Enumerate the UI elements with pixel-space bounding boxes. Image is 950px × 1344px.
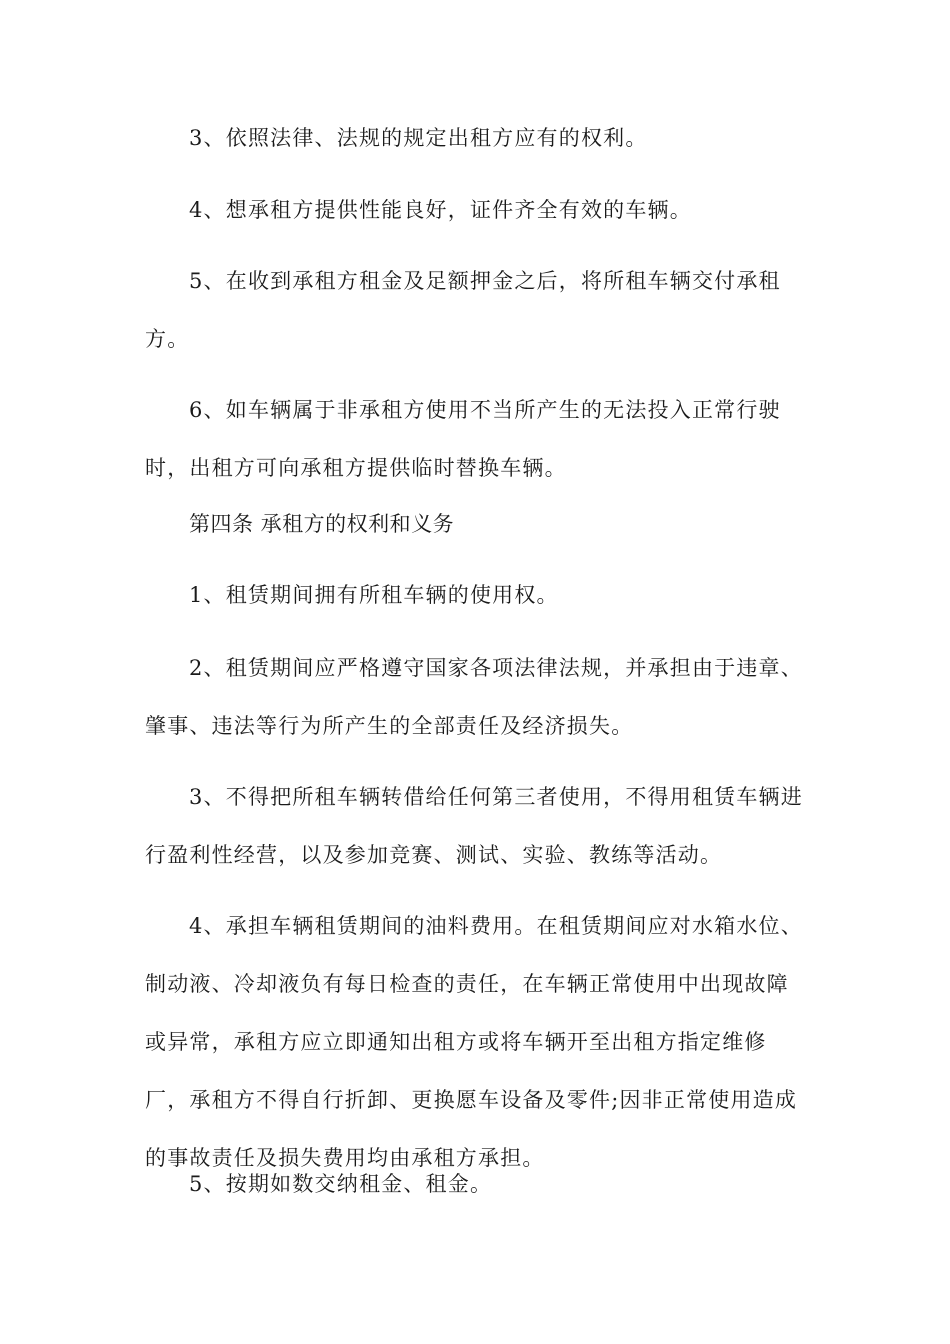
paragraph-lessor-right-3: 3、依照法律、法规的规定出租方应有的权利。 (189, 126, 648, 150)
paragraph-lessee-right-1: 1、租赁期间拥有所租车辆的使用权。 (189, 583, 559, 607)
paragraph-lessee-duty-5: 5、按期如数交纳租金、租金。 (189, 1172, 493, 1196)
section-heading-article-4: 第四条 承租方的权利和义务 (189, 512, 455, 536)
paragraph-lessee-duty-2: 2、租赁期间应严格遵守国家各项法律法规，并承担由于违章、肇事、违法等行为所产生的全部责任及经济损失。 (145, 656, 803, 738)
paragraph-lessor-duty-4: 4、想承租方提供性能良好，证件齐全有效的车辆。 (189, 198, 692, 222)
paragraph-lessee-duty-3: 3、不得把所租车辆转借给任何第三者使用，不得用租赁车辆进行盈利性经营，以及参加竞赛、测试、实验、教练等活动。 (145, 785, 803, 867)
paragraph-lessor-duty-6: 6、如车辆属于非承租方使用不当所产生的无法投入正常行驶时，出租方可向承租方提供临时替换车辆。 (145, 398, 781, 480)
paragraph-lessor-duty-5: 5、在收到承租方租金及足额押金之后，将所租车辆交付承租方。 (145, 269, 781, 351)
paragraph-lessee-duty-4: 4、承担车辆租赁期间的油料费用。在租赁期间应对水箱水位、制动液、冷却液负有每日检查的责任，在车辆正常使用中出现故障或异常，承租方应立即通知出租方或将车辆开至出租方指定维修厂，承租方不得自行折卸、更换愿车设备及零件;因非正常使用造成的事故责任及损失费用均由承租方承担。 (145, 914, 803, 1170)
